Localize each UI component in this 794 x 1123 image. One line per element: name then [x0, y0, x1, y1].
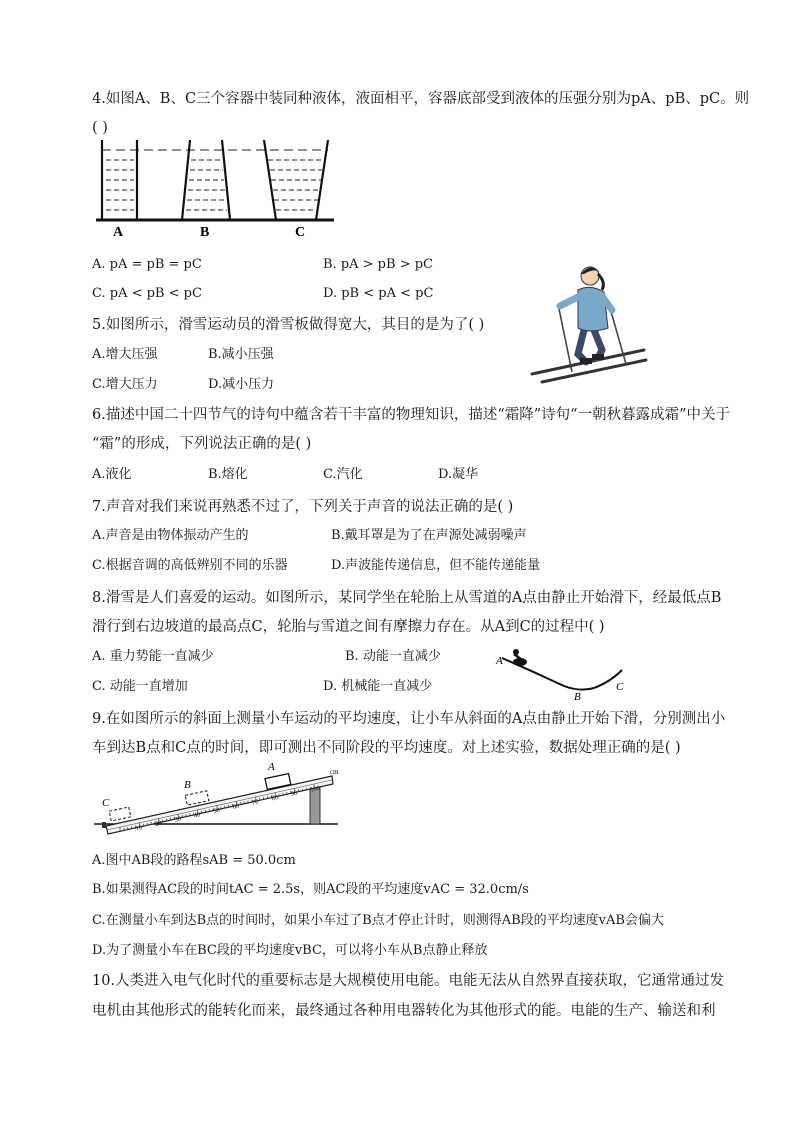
- q9-option-a[interactable]: A.图中AB段的路程sAB = 50.0cm: [92, 853, 296, 868]
- q4-containers-figure: [92, 134, 342, 242]
- q7-option-c[interactable]: C.根据音调的高低辨别不同的乐器: [92, 558, 288, 573]
- point-a: A: [496, 655, 503, 667]
- point-c: C: [616, 681, 624, 693]
- q10-stem-line1: 10.人类进入电气化时代的重要标志是大规模使用电能。电能无法从自然界直接获取，它通常通过发: [92, 973, 725, 989]
- q9-option-b[interactable]: B.如果测得AC段的时间tAC = 2.5s，则AC段的平均速度vAC = 32.0cm/s: [92, 882, 529, 897]
- ruler-tick-label: 30: [173, 815, 182, 824]
- cart-c: [109, 807, 131, 821]
- ruler-tick-label: 100: [309, 784, 321, 794]
- q5-stem: 5.如图所示，滑雪运动员的滑雪板做得宽大，其目的是为了( ): [92, 317, 485, 333]
- label-a: A: [268, 761, 275, 773]
- label-c: C: [295, 225, 306, 240]
- q4-option-b[interactable]: B. pA > pB > pC: [323, 257, 433, 272]
- ruler-tick-label: 50: [212, 806, 221, 816]
- q7-stem: 7.声音对我们来说再熟悉不过了，下列关于声音的说法正确的是( ): [92, 499, 514, 515]
- label-b: B: [184, 779, 191, 791]
- container-a: [102, 140, 137, 220]
- label-c: C: [102, 797, 110, 809]
- q4-stem-line2: ( ): [92, 120, 108, 136]
- q6-stem-line2: “霜”的形成，下列说法正确的是( ): [92, 436, 312, 452]
- ruler-tick-label: 60: [232, 802, 240, 811]
- q10-stem-line2: 电机由其他形式的能转化而来，最终通过各种用电器转化为其他形式的能。电能的生产、输送和利: [92, 1003, 716, 1019]
- ruler-tick-label: 90: [290, 789, 299, 799]
- q4-stem-line1: 4.如图A、B、C三个容器中装同种液体，液面相平，容器底部受到液体的压强分别为pA、pB、pC。则: [92, 91, 750, 107]
- q7-option-b[interactable]: B.戴耳罩是为了在声源处减弱噪声: [331, 528, 527, 543]
- q5-option-c[interactable]: C.增大压力: [92, 377, 158, 392]
- q4-option-c[interactable]: C. pA < pB < pC: [92, 286, 202, 301]
- q9-incline-figure: [92, 754, 342, 838]
- q7-option-d[interactable]: D.声波能传递信息，但不能传递能量: [331, 558, 541, 573]
- q6-option-c[interactable]: C.汽化: [323, 467, 363, 482]
- q8-stem-line1: 8.滑雪是人们喜爱的运动。如图所示，某同学坐在轮胎上从雪道的A点由静止开始滑下，经最低点B: [92, 590, 722, 606]
- q5-option-a[interactable]: A.增大压强: [92, 347, 158, 362]
- skier-figure: [528, 262, 648, 386]
- q7-option-a[interactable]: A.声音是由物体振动产生的: [92, 528, 249, 543]
- q8-option-a[interactable]: A. 重力势能一直减少: [92, 649, 214, 664]
- label-b: B: [200, 225, 210, 240]
- cart-b: [185, 791, 209, 805]
- q6-stem-line1: 6.描述中国二十四节气的诗句中蕴含若干丰富的物理知识，描述“霜降”诗句“一朝秋暮露成霜”中关于: [92, 407, 730, 423]
- q6-option-b[interactable]: B.熔化: [208, 467, 248, 482]
- q8-option-d[interactable]: D. 机械能一直减少: [323, 679, 433, 694]
- q8-slope-figure: [494, 644, 634, 700]
- container-b: [182, 140, 230, 220]
- q9-option-c[interactable]: C.在测量小车到达B点的时间时，如果小车过了B点才停止计时，则测得AB段的平均速度vAB会偏大: [92, 913, 664, 928]
- q5-option-d[interactable]: D.减小压力: [208, 377, 275, 392]
- ruler-tick-label: 80: [270, 794, 279, 803]
- q8-option-c[interactable]: C. 动能一直增加: [92, 679, 188, 694]
- q9-stem-line2: 车到达B点和C点的时间，即可测出不同阶段的平均速度。对上述实验，数据处理正确的是( ): [92, 740, 681, 756]
- ruler-tick-label: 10: [135, 824, 143, 833]
- point-b: B: [574, 691, 581, 700]
- q8-option-b[interactable]: B. 动能一直减少: [345, 649, 441, 664]
- container-c: [264, 140, 328, 220]
- q8-stem-line2: 滑行到右边坡道的最高点C，轮胎与雪道之间有摩擦力存在。从A到C的过程中( ): [92, 619, 605, 635]
- q6-option-a[interactable]: A.液化: [92, 467, 132, 482]
- ruler-tick-label: 70: [251, 798, 260, 807]
- label-a: A: [113, 225, 124, 240]
- q6-option-d[interactable]: D.凝华: [438, 467, 479, 482]
- ruler-tick-label: 20: [154, 819, 163, 829]
- ruler-unit: cm: [330, 768, 339, 776]
- q9-stem-line1: 9.在如图所示的斜面上测量小车运动的平均速度，让小车从斜面的A点由静止开始下滑，分别测出小: [92, 711, 726, 727]
- q4-option-a[interactable]: A. pA = pB = pC: [92, 257, 202, 272]
- q9-option-d[interactable]: D.为了测量小车在BC段的平均速度vBC，可以将小车从B点静止释放: [92, 943, 488, 958]
- q4-option-d[interactable]: D. pB < pA < pC: [323, 286, 434, 301]
- ruler-tick-label: 40: [193, 811, 202, 820]
- q5-option-b[interactable]: B.减小压强: [208, 347, 274, 362]
